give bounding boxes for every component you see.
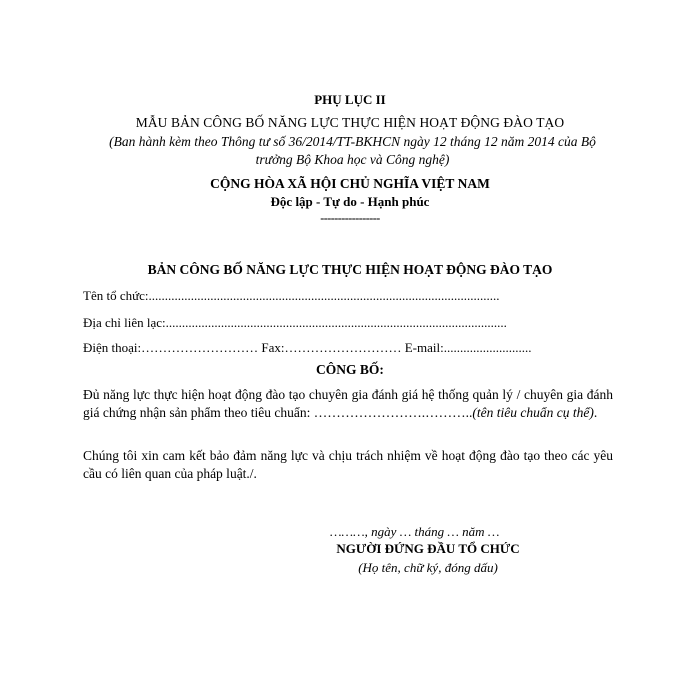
date-line: ………, ngày … tháng … năm … [330, 524, 500, 539]
form-title: MẪU BẢN CÔNG BỐ NĂNG LỰC THỰC HIỆN HOẠT ĐỘNG ĐÀO TẠO [135, 115, 565, 130]
national-title: CỘNG HÒA XÃ HỘI CHỦ NGHĨA VIỆT NAM [210, 176, 490, 191]
national-motto: Độc lập - Tự do - Hạnh phúc [270, 194, 430, 209]
capability-paragraph [83, 386, 613, 422]
standard-name-hint: (tên tiêu chuẩn cụ thể) [472, 405, 594, 420]
commitment-paragraph: Chúng tôi xin cam kết bảo đảm năng lực và chịu trách nhiệm về hoạt động đào tạo theo các yêu cầu có liên quan của pháp luật./. [83, 448, 613, 481]
org-name-field: Tên tổ chức:............................................................................................................ [83, 288, 500, 303]
capability-end: . [593, 405, 598, 420]
capability-text: Đủ năng lực thực hiện hoạt động đào tạo chuyên gia đánh giá hệ thống quản lý / chuyên gia đánh giá chứng nhận sản phẩm theo tiêu chuẩn: …………………….……….. [83, 387, 613, 420]
contact-field: Điện thoại:……………………… Fax:……………………… E-mail:........................... [83, 340, 532, 355]
motto-separator: ----------------- [320, 211, 380, 225]
issuance-note: (Ban hành kèm theo Thông tư số 36/2014/TT-BKHCN ngày 12 tháng 12 năm 2014 của Bộ trưởng Bộ Khoa học và Công nghệ) [109, 134, 596, 167]
signer-title: NGƯỜI ĐỨNG ĐẦU TỔ CHỨC [336, 541, 520, 556]
announce-heading: CÔNG BỐ: [316, 362, 384, 377]
appendix-label: PHỤ LỤC II [314, 92, 386, 107]
address-field: Địa chỉ liên lạc:......................................................................................................... [83, 315, 507, 330]
document-title: BẢN CÔNG BỐ NĂNG LỰC THỰC HIỆN HOẠT ĐỘNG ĐÀO TẠO [147, 262, 553, 277]
signer-note: (Họ tên, chữ ký, đóng dấu) [358, 560, 498, 575]
